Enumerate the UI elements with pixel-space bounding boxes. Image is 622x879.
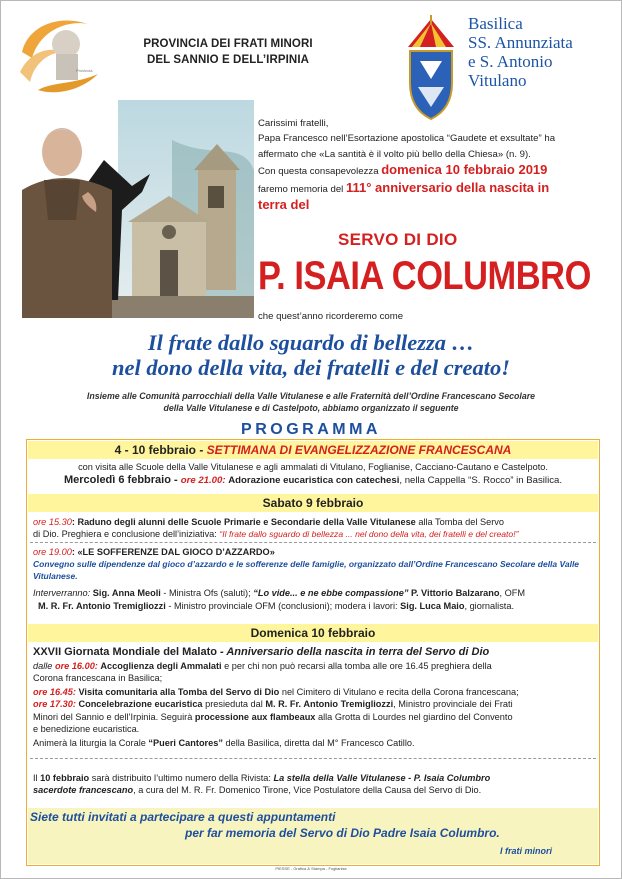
sunday-l4-mid: presieduta dal [202, 699, 266, 709]
speaker-1-role: - Ministra Ofs (saluti); [160, 588, 254, 598]
wednesday-event: Adorazione eucaristica con catechesi [228, 475, 400, 486]
saturday-event-1-title: : Raduno degli alunni delle Scuole Primarie e Secondarie della Valle Vitulanese [71, 517, 416, 527]
sunday-line-3 [33, 686, 593, 698]
sunday-l1-prefix: dalle [33, 661, 55, 671]
speaker-2: P. Vittorio Balzarano [408, 588, 500, 598]
conference-line-2: Vitulanese. [33, 570, 78, 581]
speakers-line-1 [33, 587, 593, 599]
basilica-line-4: Vitulano [468, 71, 527, 90]
speaker-3-role: - Ministro provinciale OFM (conclusioni); modera i lavori: [165, 601, 401, 611]
invitation [30, 809, 590, 841]
sunday-l4-rest: , Ministro provinciale dei Frati [393, 699, 513, 709]
honoree-name: P. ISAIA COLUMBRO [258, 254, 591, 298]
intro-line-3-text: Con questa consapevolezza [258, 166, 382, 178]
conference-description [33, 559, 593, 582]
servant-of-god-label: SERVO DI DIO [338, 230, 458, 249]
printer-credit: PIESSE - Grafica & Stampa - Foglianise [275, 866, 347, 871]
saturday-event-2 [33, 546, 593, 558]
speaker-3: M. R. Fr. Antonio Tremigliozzi [38, 601, 166, 611]
basilica-line-2: SS. Annunziata [468, 33, 573, 52]
conference-line-1: Convegno sulle dipendenze dal gioco d’azzardo e le sofferenze delle famiglie, organizzato dall’Ordine Francescano Secolare della Valle [33, 559, 580, 569]
anniversary-text-end: terra del [258, 197, 310, 213]
basilica-crest [400, 13, 462, 125]
rivista-line-2 [33, 784, 593, 796]
sunday-heading: Domenica 10 febbraio [28, 624, 598, 642]
speakers-label: Interverranno: [33, 588, 93, 598]
sunday-l5-prefix: Minori del Sannio e dell’Irpinia. Seguirà [33, 712, 195, 722]
invitation-line-1: Siete tutti invitati a partecipare a questi appuntamenti [30, 810, 336, 824]
motto-line-1: Il frate dallo sguardo di bellezza … [147, 330, 475, 355]
saturday-event-1-rest: alla Tomba del Servo [415, 517, 504, 527]
sunday-line-6: e benedizione eucaristica. [33, 724, 140, 734]
saturday-event-1 [33, 516, 593, 528]
procession-event: processione aux flambeaux [194, 712, 316, 722]
program-title: PROGRAMMA [241, 421, 381, 438]
friar-church-photo [22, 100, 254, 318]
moderator: Sig. Luca Maio [400, 601, 465, 611]
sunday-l1-rest: e per chi non può recarsi alla tomba alle ore 16.45 preghiera della [221, 661, 492, 671]
organizers-note [20, 390, 602, 414]
motto [0, 330, 622, 380]
sunday-l5-rest: alla Grotta di Lourdes nel giardino del Convento [315, 712, 513, 722]
greeting: Carissimi fratelli, [258, 118, 329, 129]
rivista-divider [30, 758, 596, 760]
week-heading [33, 443, 593, 458]
basilica-line-3: e S. Antonio [468, 52, 553, 71]
sunday-event-3: Concelebrazione eucaristica [78, 699, 203, 709]
remember-line: che quest’anno ricorderemo come [258, 311, 404, 322]
sunday-l3-rest: nel Cimitero di Vitulano e recita della Corona francescana; [279, 687, 519, 697]
signature: I frati minori [500, 846, 553, 856]
speaker-1: Sig. Anna Meoli [92, 588, 161, 598]
saturday-event-1-line-2 [33, 528, 593, 540]
saturday-time-1: ore 15.30 [33, 517, 72, 527]
saturday-divider [30, 542, 596, 544]
wednesday-date: Mercoledì 6 febbraio - [63, 474, 181, 486]
sunday-time-3: ore 17.30: [33, 699, 79, 709]
saturday-time-2: ore 19.00 [33, 547, 72, 557]
rivista-mid: sarà distribuito l’ultimo numero della Rivista: [89, 773, 274, 783]
sunday-title [33, 645, 593, 659]
week-dates: 4 - 10 febbraio - [114, 443, 207, 457]
sunday-line-4 [33, 698, 593, 710]
sunday-event-2: Visita comunitaria alla Tomba del Servo di Dio [78, 687, 280, 697]
choir-name: “Pueri Cantores” [148, 738, 223, 748]
motto-line-2: nel dono della vita, dei fratelli e del creato! [111, 355, 511, 380]
sunday-line-5 [33, 711, 593, 723]
wednesday-place: , nella Cappella “S. Rocco” in Basilica. [399, 475, 562, 486]
intro-line-4 [258, 180, 613, 197]
invitation-line-2: per far memoria del Servo di Dio Padre Isaia Columbro. [185, 826, 500, 840]
week-visits: con visita alle Scuole della Valle Vitulanese e agli ammalati di Vitulano, Foglianise, Cacciano-Cautano e Castelpoto. [78, 462, 548, 472]
intro-line-3 [258, 162, 613, 179]
organizers-line-1: Insieme alle Comunità parrocchiali della Valle Vitulanese e alle Fraternità dell’Ordine Francescano Secolare [86, 391, 536, 401]
intro-line-4-text: faremo memoria del [258, 183, 346, 195]
wednesday-line [33, 474, 593, 487]
intro-line-5 [258, 197, 613, 214]
sunday-time-1: ore 16.00: [54, 661, 101, 671]
province-logo [18, 12, 116, 98]
saturday-quote: “Il frate dallo sguardo di bellezza ... nel dono della vita, dei fratelli e del creato!” [219, 529, 519, 539]
event-date: domenica 10 febbraio 2019 [381, 162, 548, 178]
province-line-2: DEL SANNIO E DELL’IRPINIA [146, 54, 310, 66]
organizers-line-2: della Valle Vitulanese e di Castelpoto, abbiamo organizzato il seguente [163, 403, 459, 413]
intro-line-1: Papa Francesco nell’Esortazione apostolica “Gaudete et exsultate” ha [258, 133, 556, 145]
basilica-line-1: Basilica [468, 14, 523, 33]
speaker-2-role: , OFM [499, 588, 526, 598]
basilica-name [468, 14, 618, 90]
presider-name: M. R. Fr. Antonio Tremigliozzi [265, 699, 394, 709]
wednesday-time: ore 21.00: [180, 475, 229, 486]
sunday-line-2: Corona francescana in Basilica; [33, 673, 163, 683]
province-line-1: PROVINCIA DEI FRATI MINORI [143, 38, 313, 50]
sunday-l7-prefix: Animerà la liturgia la Corale [33, 738, 149, 748]
sunday-line-1 [33, 660, 593, 672]
magazine-title: La stella della Valle Vitulanese - P. Isaia Columbro [273, 773, 491, 783]
svg-text:Provincia: Provincia [76, 68, 93, 73]
sunday-event-1: Accoglienza degli Ammalati [100, 661, 222, 671]
saturday-heading: Sabato 9 febbraio [28, 494, 598, 512]
province-title [128, 36, 328, 68]
anniversary-text: 111° anniversario della nascita in [345, 179, 550, 195]
sunday-l7-rest: della Basilica, diretta dal M° Francesco Catillo. [222, 738, 415, 748]
anniversary-title: - Anniversario della nascita in terra del Servo di Dio [216, 646, 490, 658]
rivista-prefix: Il [33, 773, 41, 783]
talk-title: “Lo vide... e ne ebbe compassione” [253, 588, 409, 598]
world-day-title: XXVII Giornata Mondiale del Malato [33, 646, 217, 658]
saturday-conclusion: di Dio. Preghiera e conclusione dell’iniziativa: [33, 529, 220, 539]
sunday-line-7 [33, 737, 593, 749]
sunday-time-2: ore 16.45: [33, 687, 79, 697]
intro-letter [258, 116, 613, 214]
rivista-date: 10 febbraio [40, 773, 90, 783]
moderator-role: , giornalista. [464, 601, 515, 611]
week-title: SETTIMANA DI EVANGELIZZAZIONE FRANCESCANA [206, 443, 512, 457]
magazine-title-end: sacerdote francescano [33, 785, 134, 795]
saturday-event-2-title: : «LE SOFFERENZE DAL GIOCO D’AZZARDO» [71, 547, 275, 557]
speakers-line-2 [38, 600, 598, 612]
rivista-rest: , a cura del M. R. Fr. Domenico Tirone, Vice Postulatore della Causa del Servo di Dio. [133, 785, 482, 795]
intro-line-2: affermato che «La santità è il volto più bello della Chiesa» (n. 9). [258, 148, 531, 160]
rivista-line-1 [33, 772, 593, 784]
